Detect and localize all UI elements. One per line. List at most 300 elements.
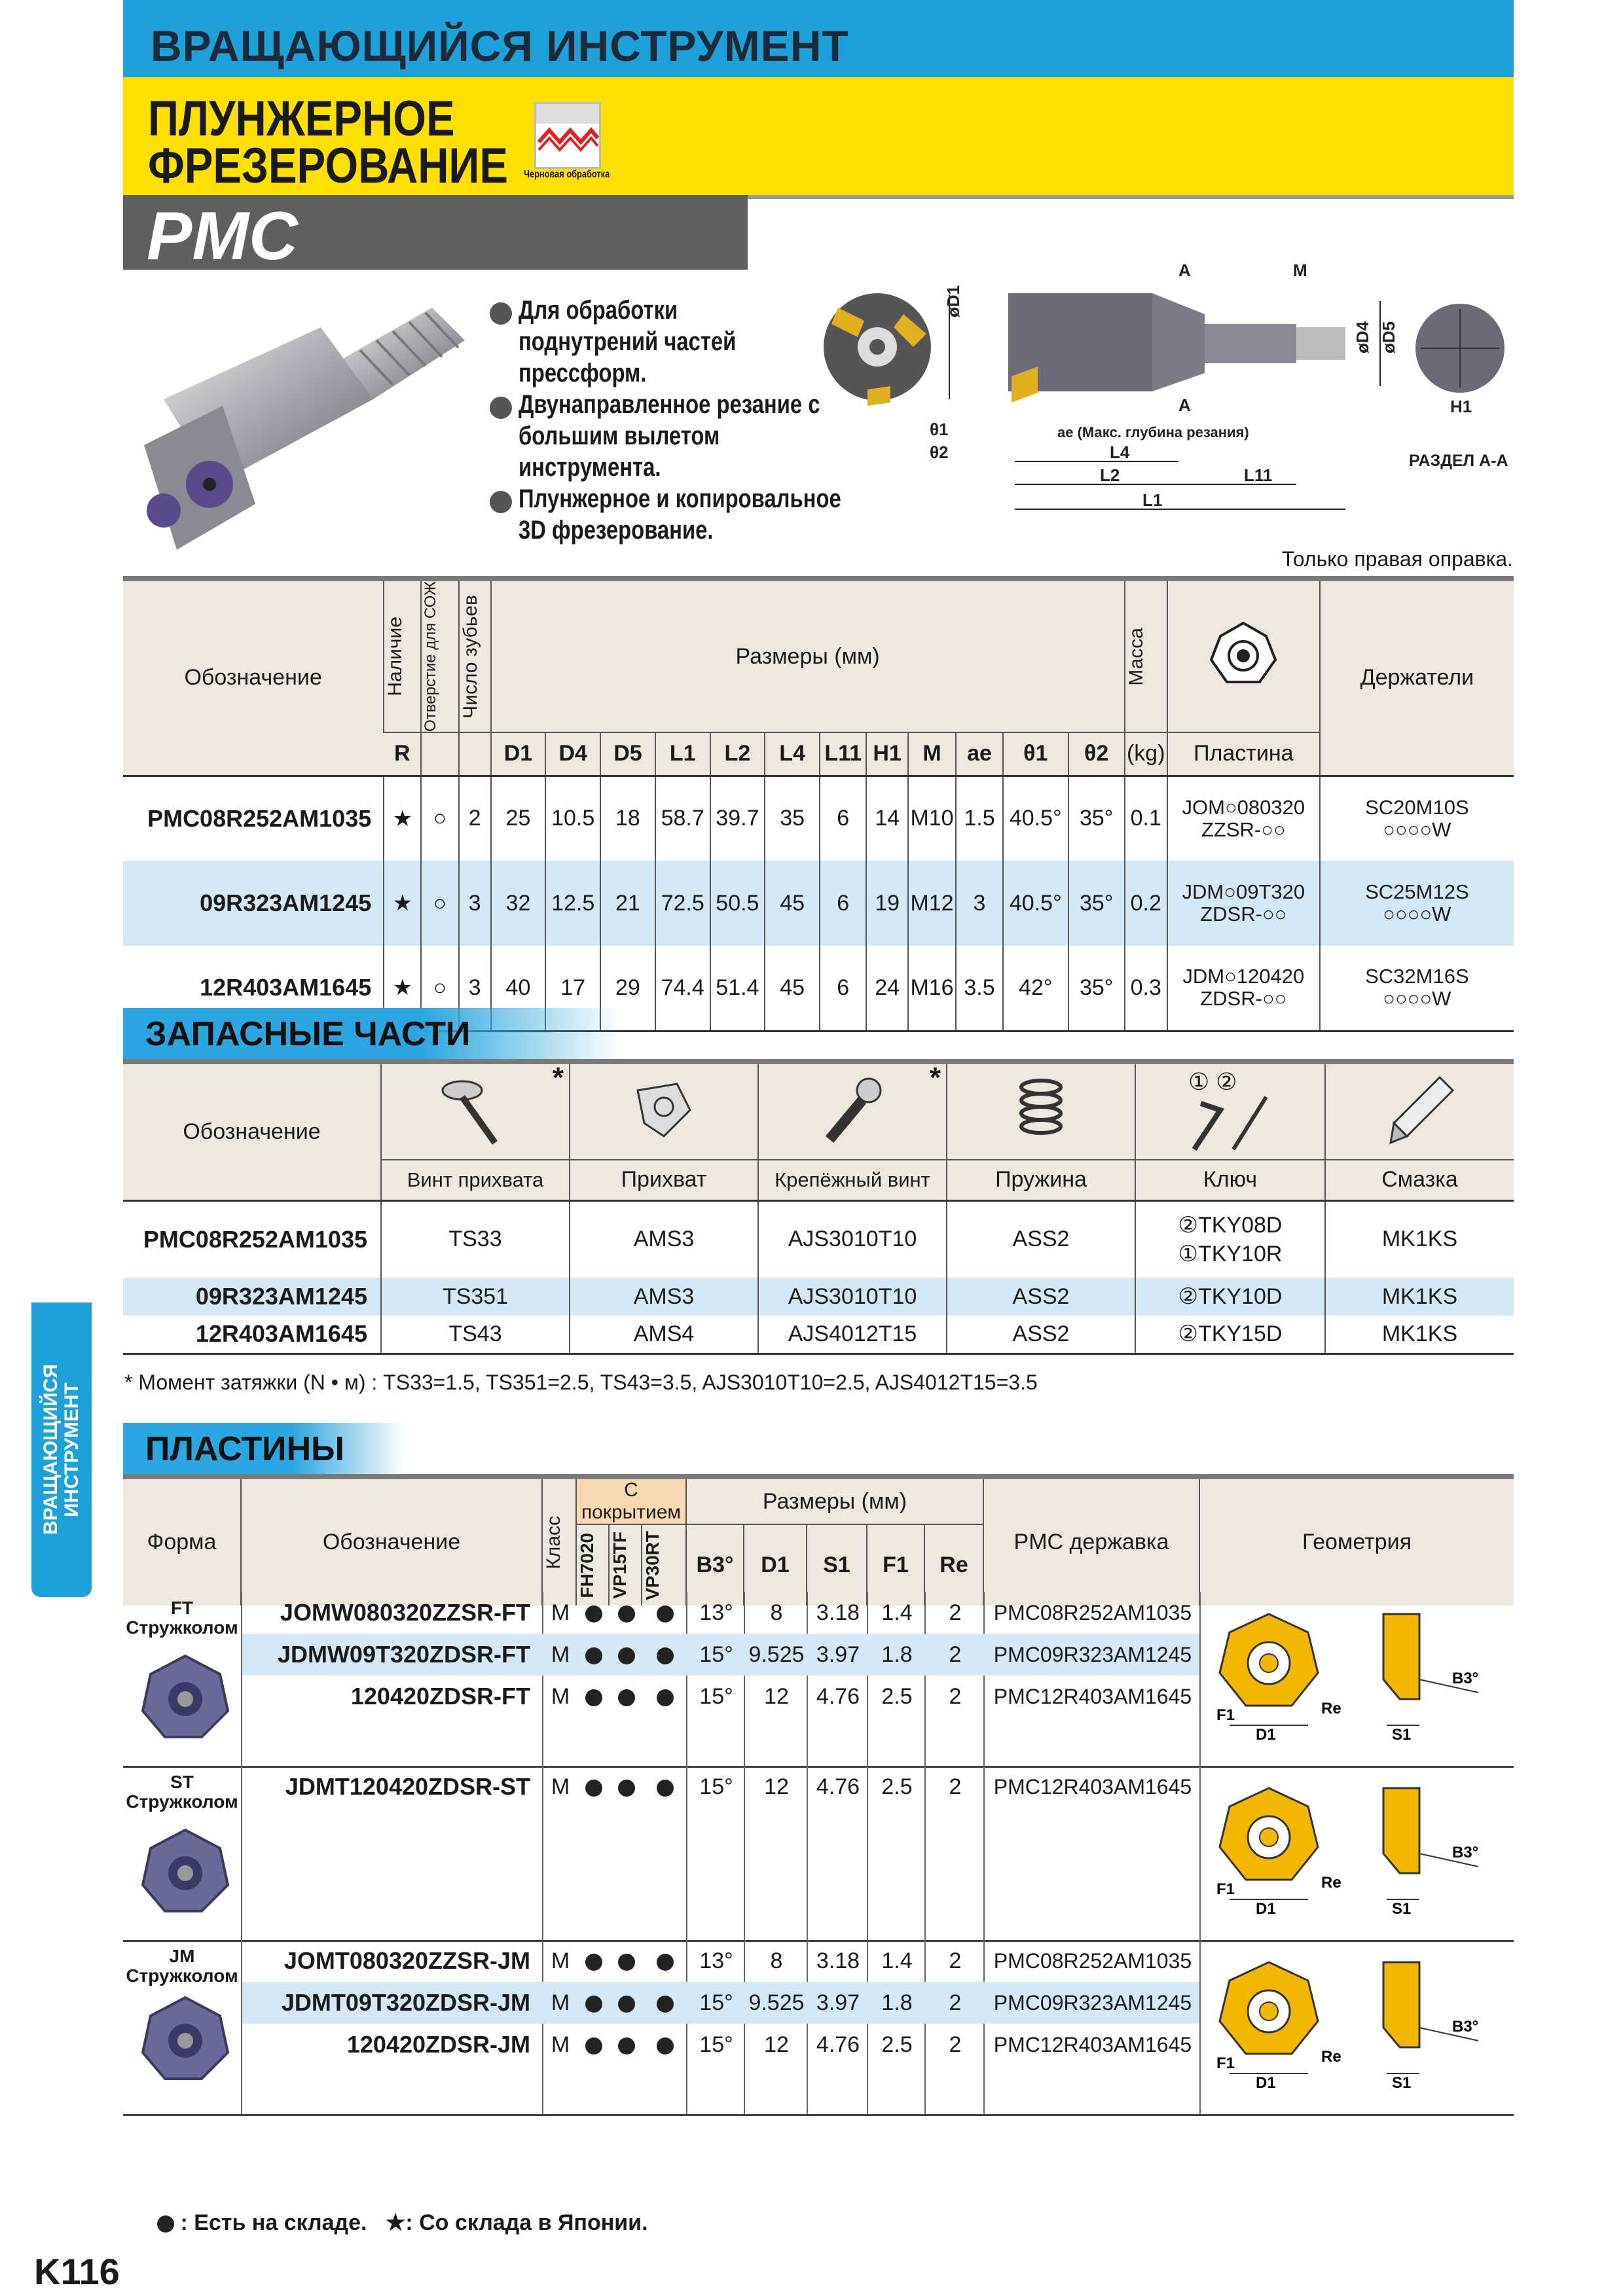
col-s1: S1: [807, 1524, 867, 1605]
stock-dot-icon: [643, 1634, 687, 1676]
val-h1: 19: [866, 861, 907, 946]
val-m: M12: [908, 861, 957, 946]
feature-1-line2: поднутрений частей: [519, 327, 737, 356]
screw-icon: [436, 1071, 515, 1149]
spring-icon: [1002, 1071, 1080, 1149]
table-row: [123, 1278, 1514, 1316]
rough-machining-label: Черновая обработка: [524, 169, 610, 180]
grease: MK1KS: [1325, 1316, 1514, 1354]
stock-dot-icon: [577, 1940, 610, 1982]
col-insert: Пластина: [1167, 732, 1320, 776]
feature-3-line2: 3D фрезерование.: [519, 516, 714, 545]
val-d5: 29: [600, 946, 655, 1031]
insert-group: [123, 1592, 1514, 1768]
insert-photo: [136, 1825, 234, 1916]
insert-class: M: [551, 1990, 570, 2015]
insert-geometry-drawing: [1203, 1949, 1511, 2106]
insert-re: 2: [949, 2032, 962, 2057]
insert-d1: 12: [764, 1774, 789, 1799]
legend-stock: : Есть на складе.: [180, 2210, 367, 2235]
key: ②TKY15D: [1135, 1316, 1325, 1354]
stock-dot-icon: [610, 1982, 643, 2024]
insert-designation: JOMW080320ZZSR-FT: [280, 1599, 530, 1626]
insert-f1: 1.8: [881, 1990, 913, 2015]
stock-dot-icon: [577, 1676, 610, 1717]
key-icon: [1181, 1090, 1279, 1156]
col-availability: Наличие: [384, 617, 407, 696]
insert-d1: 9.525: [748, 1642, 805, 1667]
bullet: [490, 491, 512, 513]
teeth: 3: [459, 861, 491, 946]
col-clamp: Прихват: [570, 1160, 758, 1200]
spring: ASS2: [947, 1316, 1135, 1354]
designation: 12R403AM1645: [200, 974, 372, 1001]
val-l11: 6: [820, 861, 866, 946]
stock-dot-icon: [610, 2024, 643, 2066]
bullet: [490, 397, 512, 419]
insert-code: JDM○09T320 ZDSR-○○: [1167, 861, 1320, 946]
page-number: K116: [34, 2251, 120, 2292]
clamp-icon-cell: [570, 1062, 758, 1160]
geom-s1-label: S1: [1392, 1726, 1412, 1744]
insert-f1: 2.5: [881, 1684, 913, 1709]
sidebar-label: ВРАЩАЮЩИЙСЯ ИНСТРУМЕНТ: [40, 1364, 82, 1535]
category-band: [123, 0, 1514, 77]
feature-2-line1: Двунаправленное резание с: [519, 390, 820, 419]
stock-dot-icon: [577, 1982, 610, 2024]
table-row: [242, 1634, 1199, 1676]
table-row: [242, 1982, 1199, 2024]
holder-code: SC20M10S ○○○○W: [1320, 776, 1514, 861]
insert-code: JDM○120420 ZDSR-○○: [1167, 946, 1320, 1031]
table-row: [242, 1592, 1199, 1634]
section-a-top: A: [1178, 262, 1191, 280]
val-l4: 45: [765, 946, 820, 1031]
col-lock-screw: Крепёжный винт: [758, 1160, 947, 1200]
geom-d1-label: D1: [1256, 1900, 1276, 1918]
col-d1: D1: [491, 732, 546, 776]
in-stock-dot-icon: [157, 2215, 174, 2233]
col-spring: Пружина: [947, 1160, 1135, 1200]
insert-designation: 120420ZDSR-FT: [350, 1683, 530, 1710]
holder-code: SC25M12S ○○○○W: [1320, 861, 1514, 946]
col-b3: B3°: [686, 1524, 744, 1605]
insert-class: M: [551, 1774, 570, 1799]
thread-m-label: M: [1293, 262, 1307, 280]
insert-s1: 4.76: [816, 2032, 860, 2057]
teeth: 2: [459, 776, 491, 861]
category-title: ВРАЩАЮЩИЙСЯ ИНСТРУМЕНТ: [151, 22, 849, 70]
val-theta1: 42°: [1003, 946, 1068, 1031]
val-l4: 45: [765, 861, 820, 946]
lock-screw-icon: [813, 1071, 892, 1149]
insert-s1: 3.18: [816, 1600, 860, 1625]
dim-h1-label: H1: [1450, 397, 1472, 416]
insert-photo: [136, 1992, 234, 2084]
tool-spec-table: [123, 576, 1514, 1032]
insert-s1: 3.18: [816, 1948, 860, 1973]
section-sidebar-tab[interactable]: [31, 1302, 92, 1597]
insert-holder: PMC08R252AM1035: [993, 1949, 1192, 1973]
clamp-icon: [625, 1071, 703, 1149]
insert-b3: 13°: [699, 1948, 733, 1973]
insert-f1: 1.8: [881, 1642, 913, 1667]
insert-holder: PMC12R403AM1645: [993, 2033, 1192, 2056]
star-mark: *: [552, 1062, 564, 1094]
coolant-mark: ○: [421, 946, 458, 1031]
insert-class: M: [551, 1684, 570, 1709]
stock-dot-icon: [643, 1676, 687, 1717]
insert-f1: 2.5: [881, 2032, 913, 2057]
inserts-title-band: [123, 1423, 405, 1474]
val-l1: 72.5: [655, 861, 710, 946]
spare-parts-title-band: [123, 1008, 621, 1059]
insert-photo: [136, 1651, 234, 1742]
insert-b3: 15°: [699, 1684, 733, 1709]
val-mass: 0.1: [1125, 776, 1167, 861]
val-d5: 21: [600, 861, 655, 946]
stock-dot-icon: [610, 1676, 643, 1717]
technical-drawing: [812, 262, 1519, 537]
insert-d1: 12: [764, 2032, 789, 2057]
stock-dot-icon: [577, 1592, 610, 1634]
insert-class: M: [551, 2032, 570, 2057]
val-l11: 6: [820, 776, 866, 861]
val-theta2: 35°: [1068, 946, 1125, 1031]
stock-dot-icon: [610, 1940, 643, 1982]
lock-screw: AJS4012T15: [758, 1316, 947, 1354]
col-l2: L2: [710, 732, 765, 776]
insert-holder: PMC09R323AM1245: [993, 1991, 1192, 2015]
val-l2: 39.7: [710, 776, 765, 861]
clamp: AMS4: [570, 1316, 758, 1354]
teeth: 3: [459, 946, 491, 1031]
torque-note: * Момент затяжки (N • м) : TS33=1.5, TS351=2.5, TS43=3.5, AJS3010T10=2.5, AJS4012T15=3.5: [124, 1371, 1038, 1394]
insert-re: 2: [949, 1774, 962, 1799]
dim-d1-label: øD1: [943, 285, 963, 317]
table-row: [123, 1316, 1514, 1354]
col-grade-fh7020: FH7020: [577, 1532, 597, 1598]
val-d1: 32: [491, 861, 546, 946]
dim-d4-label: øD4: [1353, 321, 1372, 353]
val-l1: 58.7: [655, 776, 710, 861]
val-d4: 17: [545, 946, 600, 1031]
col-m: M: [908, 732, 957, 776]
insert-b3: 15°: [699, 2032, 733, 2057]
col-f1: F1: [867, 1524, 924, 1605]
col-d4: D4: [545, 732, 600, 776]
dim-l1-label: L1: [1142, 490, 1163, 510]
insert-f1: 1.4: [881, 1600, 913, 1625]
product-photo: [124, 288, 478, 563]
val-m: M16: [908, 946, 957, 1031]
feature-1-line3: прессформ.: [519, 359, 647, 387]
geom-re-label: Re: [1321, 1700, 1341, 1717]
stock-dot-icon: [577, 1634, 610, 1676]
table-row: [242, 1676, 1199, 1717]
series-name: PMC: [147, 198, 299, 274]
geom-b3-label: B3°: [1452, 2018, 1479, 2036]
col-class: Класс: [543, 1515, 564, 1570]
col-form: Форма: [147, 1530, 217, 1554]
spring: ASS2: [947, 1200, 1135, 1278]
title-band: [123, 77, 1514, 195]
val-mass: 0.2: [1125, 861, 1167, 946]
geom-b3-label: B3°: [1452, 1670, 1479, 1687]
insert-re: 2: [949, 1948, 962, 1973]
legend: [157, 2210, 648, 2236]
stock-mark: ★: [384, 776, 421, 861]
col-h1: H1: [866, 732, 907, 776]
insert-f1: 2.5: [881, 1774, 913, 1799]
val-l1: 74.4: [655, 946, 710, 1031]
grease: MK1KS: [1325, 1278, 1514, 1316]
stock-dot-icon: [577, 1766, 610, 1808]
key-marks: ① ②: [1188, 1068, 1237, 1095]
val-theta1: 40.5°: [1003, 776, 1068, 861]
insert-d1: 8: [770, 1948, 783, 1973]
section-label: РАЗДЕЛ A-A: [1409, 452, 1508, 470]
designation: PMC08R252AM1035: [147, 804, 372, 832]
val-d4: 12.5: [545, 861, 600, 946]
japan-star-icon: ★: [385, 2210, 406, 2235]
insert-designation: 120420ZDSR-JM: [346, 2031, 530, 2058]
wrench-icon-cell: [1135, 1062, 1325, 1160]
dim-d5-label: øD5: [1379, 321, 1398, 353]
col-coolant: Отверстие для СОЖ: [422, 581, 440, 732]
holder-code: SC32M16S ○○○○W: [1320, 946, 1514, 1031]
col-r: R: [394, 741, 410, 766]
table-row: [123, 1200, 1514, 1278]
insert-b3: 15°: [699, 1642, 733, 1667]
geom-f1-label: F1: [1216, 1706, 1235, 1724]
theta1-label: θ1: [930, 420, 949, 439]
ae-label: ae (Макс. глубина резания): [1057, 424, 1249, 440]
insert-form-label: ST Стружколом: [126, 1772, 238, 1812]
col-key: Ключ: [1135, 1160, 1325, 1200]
stock-dot-icon: [643, 1940, 687, 1982]
clamp-screw: TS351: [381, 1278, 570, 1316]
insert-geometry-drawing: [1203, 1601, 1511, 1758]
stock-dot-icon: [643, 1982, 687, 2024]
insert-class: M: [551, 1600, 570, 1625]
table-row: [123, 861, 1514, 946]
col-d1: D1: [744, 1524, 807, 1605]
clamp-screw-icon-cell: [381, 1062, 570, 1160]
val-theta2: 35°: [1068, 861, 1125, 946]
page-title-line1: ПЛУНЖЕРНОЕ: [148, 91, 455, 147]
insert-group: [123, 1940, 1514, 2116]
coolant-mark: ○: [421, 776, 458, 861]
dim-l2-label: L2: [1100, 465, 1120, 485]
col-ae: ae: [956, 732, 1002, 776]
table-row: [123, 776, 1514, 861]
val-l4: 35: [765, 776, 820, 861]
insert-designation: JDMT120420ZDSR-ST: [285, 1773, 530, 1800]
geom-f1-label: F1: [1216, 1880, 1235, 1898]
insert-s1: 3.97: [816, 1642, 860, 1667]
val-h1: 24: [866, 946, 907, 1031]
val-ae: 3: [956, 861, 1002, 946]
insert-geometry-drawing: [1203, 1775, 1511, 1932]
inserts-title: ПЛАСТИНЫ: [145, 1430, 344, 1468]
insert-b3: 15°: [699, 1774, 733, 1799]
val-l2: 50.5: [710, 861, 765, 946]
feature-2-line2: большим вылетом: [519, 422, 720, 450]
lock-screw-icon-cell: [758, 1062, 947, 1160]
geom-b3-label: B3°: [1452, 1844, 1479, 1861]
feature-3-line1: Плунжерное и копировальное: [519, 484, 841, 513]
val-theta2: 35°: [1068, 776, 1125, 861]
insert-holder: PMC09R323AM1245: [993, 1643, 1192, 1666]
col-designation: Обозначение: [184, 665, 322, 691]
col-designation: Обозначение: [183, 1119, 321, 1144]
col-grade-vp30rt: VP30RT: [642, 1530, 663, 1600]
grease-icon-cell: [1325, 1062, 1514, 1160]
insert-form-label: JM Стружколом: [126, 1946, 238, 1986]
designation: 09R323AM1245: [123, 1278, 381, 1316]
grease: MK1KS: [1325, 1200, 1514, 1278]
insert-designation: JOMT080320ZZSR-JM: [283, 1947, 530, 1974]
insert-re: 2: [949, 1600, 962, 1625]
val-d4: 10.5: [545, 776, 600, 861]
star-mark: *: [929, 1062, 941, 1094]
geom-s1-label: S1: [1392, 1900, 1412, 1918]
val-m: M10: [908, 776, 957, 861]
legend-japan: : Со склада в Японии.: [405, 2210, 648, 2235]
designation: 09R323AM1245: [123, 861, 384, 946]
right-hand-note: Только правая оправка.: [1281, 547, 1513, 571]
val-mass: 0.3: [1125, 946, 1167, 1031]
col-grease: Смазка: [1325, 1160, 1514, 1200]
col-theta1: θ1: [1003, 732, 1068, 776]
val-l11: 6: [820, 946, 866, 1031]
col-holders: Держатели: [1320, 579, 1514, 776]
series-band: [123, 195, 748, 274]
geom-d1-label: D1: [1256, 1726, 1276, 1744]
coolant-mark: ○: [421, 861, 458, 946]
val-l2: 51.4: [710, 946, 765, 1031]
table-row: [242, 1940, 1199, 1982]
val-h1: 14: [866, 776, 907, 861]
col-d5: D5: [600, 732, 655, 776]
geom-re-label: Re: [1321, 1874, 1341, 1892]
insert-class: M: [551, 1642, 570, 1667]
theta2-label: θ2: [930, 442, 949, 462]
dim-l4-label: L4: [1110, 442, 1130, 462]
section-a-bottom: A: [1178, 395, 1191, 415]
geom-re-label: Re: [1321, 2048, 1341, 2066]
insert-group: [123, 1766, 1514, 1942]
clamp: AMS3: [570, 1200, 758, 1278]
val-d1: 25: [491, 776, 546, 861]
val-ae: 3.5: [956, 946, 1002, 1031]
insert-holder: PMC08R252AM1035: [993, 1601, 1192, 1624]
geom-f1-label: F1: [1216, 2054, 1235, 2072]
stock-dot-icon: [643, 1766, 687, 1808]
col-l11: L11: [820, 732, 866, 776]
insert-s1: 4.76: [816, 1684, 860, 1709]
insert-designation: JDMT09T320ZDSR-JM: [281, 1989, 530, 2016]
insert-holder: PMC12R403AM1645: [993, 1685, 1192, 1708]
insert-designation: JDMW09T320ZDSR-FT: [277, 1641, 530, 1668]
key: ②TKY10D: [1135, 1278, 1325, 1316]
insert-d1: 12: [764, 1684, 789, 1709]
grease-tube-icon: [1381, 1071, 1459, 1149]
stock-mark: ★: [384, 946, 421, 1031]
spare-parts-table: [123, 1059, 1514, 1355]
divider: [748, 195, 1514, 199]
col-dimensions: Размеры (мм): [686, 1477, 983, 1524]
designation: PMC08R252AM1035: [143, 1225, 367, 1253]
insert-re: 2: [949, 1642, 962, 1667]
col-clamp-screw: Винт прихвата: [381, 1160, 570, 1200]
clamp: AMS3: [570, 1278, 758, 1316]
insert-d1: 8: [770, 1600, 783, 1625]
insert-icon-cell: [1167, 579, 1320, 732]
insert-holder: PMC12R403AM1645: [993, 1775, 1192, 1799]
col-mass: Масса: [1125, 627, 1147, 686]
designation: 12R403AM1645: [195, 1320, 367, 1348]
col-holder: PMC державка: [983, 1477, 1199, 1605]
col-kg: (kg): [1125, 732, 1167, 776]
insert-s1: 3.97: [816, 1990, 860, 2015]
stock-dot-icon: [610, 1766, 643, 1808]
key: ②TKY08D ①TKY10R: [1135, 1200, 1325, 1278]
insert-b3: 15°: [699, 1990, 733, 2015]
insert-code: JOM○080320 ZZSR-○○: [1167, 776, 1320, 861]
val-d1: 40: [491, 946, 546, 1031]
inserts-table: [123, 1474, 1514, 1605]
stock-dot-icon: [643, 1592, 687, 1634]
stock-dot-icon: [610, 1634, 643, 1676]
col-grade-vp15tf: VP15TF: [610, 1532, 630, 1599]
val-d5: 18: [600, 776, 655, 861]
insert-re: 2: [949, 1684, 962, 1709]
insert-b3: 13°: [699, 1600, 733, 1625]
stock-dot-icon: [610, 1592, 643, 1634]
spare-parts-title: ЗАПАСНЫЕ ЧАСТИ: [145, 1015, 471, 1053]
insert-d1: 9.525: [748, 1990, 805, 2015]
clamp-screw: TS43: [381, 1316, 570, 1354]
insert-s1: 4.76: [816, 1774, 860, 1799]
col-coated: С покрытием: [576, 1477, 686, 1524]
col-dimensions: Размеры (мм): [491, 579, 1125, 732]
col-re: Re: [924, 1524, 983, 1605]
stock-mark: ★: [384, 861, 421, 946]
dim-l11-label: L11: [1244, 465, 1273, 485]
insert-re: 2: [949, 1990, 962, 2015]
col-theta2: θ2: [1068, 732, 1125, 776]
table-row: [242, 1766, 1199, 1808]
bullet: [490, 302, 512, 325]
col-geometry: Геометрия: [1199, 1477, 1514, 1605]
clamp-screw: TS33: [381, 1200, 570, 1278]
spring: ASS2: [947, 1278, 1135, 1316]
insert-shape-icon: [1207, 619, 1279, 691]
geom-d1-label: D1: [1256, 2074, 1276, 2092]
stock-dot-icon: [643, 2024, 687, 2066]
geom-s1-label: S1: [1392, 2074, 1412, 2092]
lock-screw: AJS3010T10: [758, 1278, 947, 1316]
page-title-line2: ФРЕЗЕРОВАНИЕ: [148, 138, 509, 194]
col-l4: L4: [765, 732, 820, 776]
lock-screw: AJS3010T10: [758, 1200, 947, 1278]
insert-form-label: FT Стружколом: [126, 1598, 238, 1638]
feature-1-line1: Для обработки: [519, 296, 678, 325]
col-teeth: Число зубьев: [459, 594, 481, 719]
col-designation: Обозначение: [241, 1477, 542, 1605]
